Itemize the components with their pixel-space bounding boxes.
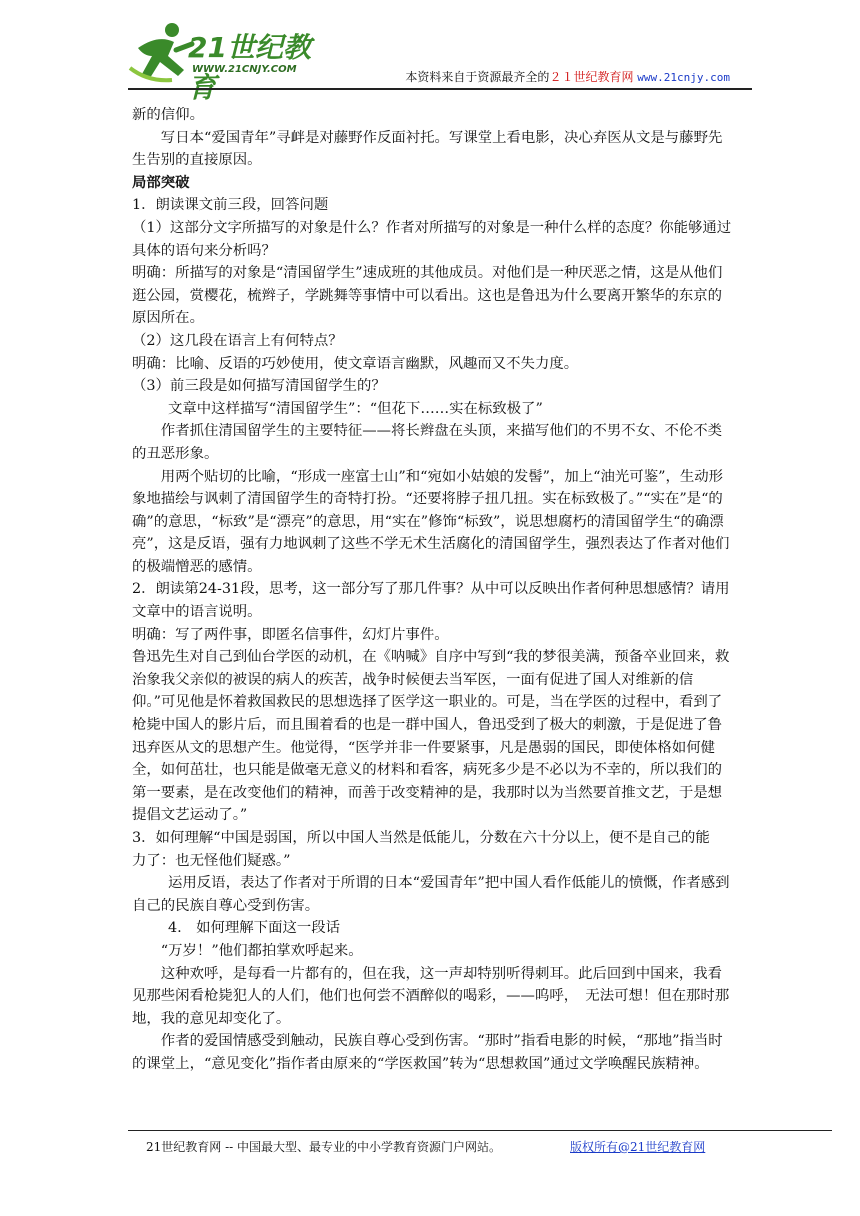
page-header [128, 18, 750, 104]
paragraph: 用两个贴切的比喻，“形成一座富士山”和“宛如小姑娘的发髻”，加上“油光可鉴”，生动形象地描绘与讽刺了清国留学生的奇特打扮。“还要将脖子扭几扭。实在标致极了。”“实在”是“的确”的意思，“标致”是“漂亮”的意思，用“实在”修饰“标致”，说思想腐朽的清国留学生“的确漂亮”，这是反语，强有力地讽刺了这些不学无术生活腐化的清国留学生，强烈表达了作者对他们的极端憎恶的感情。 [132, 468, 730, 575]
paragraph: 作者抓住清国留学生的主要特征——将长辫盘在头顶，来描写他们的不男不女、不伦不类的丑恶形象。 [132, 423, 723, 462]
paragraph: 明确：写了两件事，即匿名信事件，幻灯片事件。 [132, 626, 449, 643]
footer-divider [128, 1130, 832, 1131]
copyright-link[interactable]: 版权所有@21世纪教育网 [570, 1140, 706, 1154]
paragraph: 4. 如何理解下面这一段话 [168, 920, 341, 937]
paragraph: 3．如何理解“中国是弱国，所以中国人当然是低能儿，分数在六十分以上，便不是自己的能 力了：也无怪他们疑惑。” [132, 830, 725, 869]
source-prefix: 本资料来自于资源最齐全的 [405, 70, 550, 84]
logo-wordmark: 21世纪教育 [188, 31, 311, 104]
source-url-link[interactable]: www.21cnjy.com [637, 71, 730, 84]
paragraph: 作者的爱国情感受到触动，民族自尊心受到伤害。“那时”指看电影的时候，“那地”指当时的课堂上，“意见变化”指作者由原来的“学医救国”转为“思想救国”通过文学唤醒民族精神。 [132, 1033, 723, 1072]
source-notice [405, 68, 730, 85]
paragraph: 这种欢呼，是每看一片都有的，但在我，这一声却特别听得刺耳。此后回到中国来，我看见那些闲看枪毙犯人的人们，他们也何尝不酒醉似的喝彩，——呜呼， 无法可想！但在那时那地，我的意见却变化了。 [132, 965, 730, 1027]
paragraph: （3）前三段是如何描写清国留学生的？ [132, 378, 386, 395]
source-brand: ２１世纪教育网 [549, 70, 634, 84]
logo-url: WWW.21CNJY.COM [192, 64, 297, 75]
site-logo[interactable] [128, 18, 338, 104]
paragraph: 运用反语，表达了作者对于所谓的日本“爱国青年”把中国人看作低能儿的愤慨，作者感到自己的民族自尊心受到伤害。 [132, 875, 730, 914]
paragraph: （1）这部分文字所描写的对象是什么？作者对所描写的对象是一种什么样的态度？你能够通过具体的语句来分析吗？ [132, 219, 732, 259]
paragraph: 明确：比喻、反语的巧妙使用，使文章语言幽默，风趣而又不失力度。 [132, 355, 579, 372]
footer-text: 21世纪教育网 -- 中国最大型、最专业的中小学教育资源门户网站。 [146, 1140, 502, 1154]
document-body [132, 104, 732, 1076]
section-heading: 局部突破 [132, 173, 190, 191]
paragraph: （2）这几段在语言上有何特点？ [132, 332, 343, 349]
paragraph: 新的信仰。 [132, 107, 204, 123]
paragraph: 鲁迅先生对自己到仙台学医的动机，在《呐喊》自序中写到“我的梦很美满，预备卒业回来，救治象我父亲似的被误的病人的疾苦，战争时候便去当军医，一面有促进了国人对维新的信仰。”可见他是怀着救国救民的思想选择了医学这一职业的。可是，当在学医的过程中，看到了枪毙中国人的影片后，而且围着看的也是一群中国人，鲁迅受到了极大的刺激，于是促进了鲁迅弃医从文的思想产生。他觉得，“医学并非一件要紧事，凡是愚弱的国民，即使体格如何健全，如何茁壮，也只能是做毫无意义的材料和看客，病死多少是不必以为不幸的，所以我们的第一要素，是在改变他们的精神，而善于改变精神的是，我那时以为当然要首推文艺，于是想提倡文艺运动了。” [132, 649, 730, 824]
paragraph: 2．朗读第24-31段，思考，这一部分写了那几件事？从中可以反映出作者何种思想感情？请用文章中的语言说明。 [132, 581, 730, 621]
paragraph: 明确：所描写的对象是“清国留学生”速成班的其他成员。对他们是一种厌恶之情，这是从他们逛公园，赏樱花，梳辫子，学跳舞等事情中可以看出。这也是鲁迅为什么要离开繁华的东京的原因所在。 [132, 265, 723, 327]
header-divider [128, 88, 752, 90]
paragraph: 1．朗读课文前三段，回答问题 [132, 197, 329, 214]
paragraph: “万岁！”他们都拍掌欢呼起来。 [160, 942, 363, 959]
paragraph: 写日本“爱国青年”寻衅是对藤野作反面衬托。写课堂上看电影，决心弃医从文是与藤野先生告别的直接原因。 [132, 129, 723, 169]
paragraph: 文章中这样描写“清国留学生”：“但花下……实在标致极了” [168, 400, 543, 417]
